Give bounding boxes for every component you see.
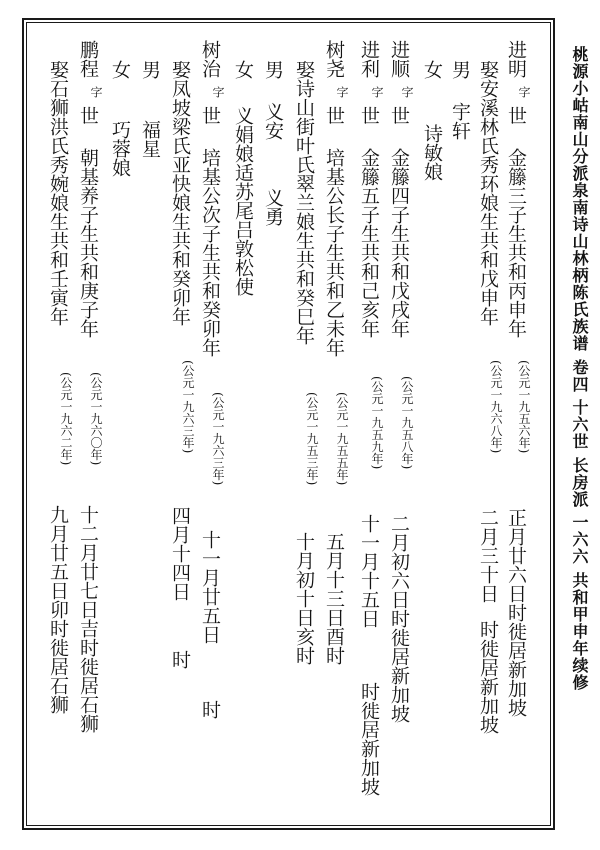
children-line [446,0,474,850]
residence-note: 时徙居新加坡 [477,620,499,734]
generation-char: 世 [388,106,410,125]
person-name: 进利 [358,40,380,78]
courtesy-marker: 字 [517,86,531,98]
gregorian-year: (公元一九五三年) [305,392,319,486]
gregorian-year: (公元一九五八年) [400,376,414,470]
gregorian-year: (公元一九五九年) [370,376,384,470]
spouse-record: 娶凤坡梁氏亚快娘生共和癸卯年 [169,60,191,326]
courtesy-marker: 字 [400,86,414,98]
birth-date: 二月三十日 [477,508,499,603]
branch-label: 长房派 [570,456,589,508]
birth-record: 金籐五子生共和己亥年 [358,148,380,338]
birth-date-residence: 十二月廿七日吉时徙居石狮 [77,505,99,733]
son-name: 宇轩 [449,102,471,140]
generation-char: 世 [358,106,380,125]
spouse-record: 娶石狮洪氏秀婉娘生共和壬寅年 [47,60,69,326]
birth-date: 五月十三日酉时 [323,532,345,665]
gregorian-year: (公元一九六三年) [181,360,195,454]
children-line [259,0,287,850]
courtesy-marker: 字 [89,86,103,98]
generation-char: 世 [505,106,527,125]
children-line [106,0,134,850]
birth-record: 金籐三子生共和丙申年 [505,148,527,338]
sons-label: 男 [449,60,471,79]
birth-date-residence: 二月初六日时徙居新加坡 [388,514,410,723]
edition-label: 共和甲申年续修 [570,571,589,691]
courtesy-marker: 字 [211,86,225,98]
birth-hour: 时 [169,650,191,669]
running-head [567,46,591,836]
birth-date: 十月初十日亥时 [293,532,315,665]
gregorian-year: (公元一九五五年) [335,392,349,486]
birth-record: 培基公次子生共和癸卯年 [199,148,221,357]
gregorian-year: (公元一九六三年) [211,392,225,486]
children-line [229,0,257,850]
daughters-label: 女 [421,60,443,79]
spouse-line [44,0,72,850]
person-name: 进顺 [388,40,410,78]
volume-label: 卷四 [570,358,589,393]
children-line [418,0,446,850]
children-line [136,0,164,850]
birth-record: 金籐四子生共和戊戌年 [388,148,410,338]
residence-note: 时徙居新加坡 [358,682,380,796]
page-number: 一六六 [570,514,589,566]
sons-label: 男 [139,60,161,79]
courtesy-marker: 字 [370,86,384,98]
spouse-record: 娶安溪林氏秀环娘生共和戊申年 [477,60,499,326]
gregorian-year: (公元一九五六年) [517,360,531,454]
daughters-label: 女 [232,60,254,79]
generation-label: 十六世 [570,399,589,451]
daughter-name: 巧蓉娘 [109,120,131,177]
birth-date-residence: 九月廿五日卯时徙居石狮 [47,505,69,714]
birth-hour: 时 [199,700,221,719]
courtesy-marker: 字 [335,86,349,98]
spouse-line [474,0,502,850]
daughters-label: 女 [109,60,131,79]
spouse-line [290,0,318,850]
birth-record: 朝基养子生共和庚子年 [77,148,99,338]
spouse-record: 娶诗山街叶氏翠兰娘生共和癸巳年 [293,60,315,345]
daughter-name: 诗敏娘 [421,124,443,181]
daughter-record: 义娟娘适苏尾吕敦松使 [232,106,254,296]
birth-date: 十一月十五日 [358,514,380,628]
generation-char: 世 [323,106,345,125]
birth-date: 十一月廿五日 [199,530,221,644]
son-name: 福星 [139,120,161,158]
birth-record: 培基公长子生共和乙未年 [323,148,345,357]
generation-char: 世 [77,106,99,125]
birth-date: 四月十四日 [169,506,191,601]
person-name: 进明 [505,40,527,78]
birth-date-residence: 正月廿六日时徙居新加坡 [505,508,527,717]
person-name: 树尧 [323,40,345,78]
gregorian-year: (公元一九六二年) [59,372,73,466]
spouse-line [166,0,194,850]
book-title: 桃源小岵南山分派泉南诗山林柄陈氏族谱 [570,46,589,352]
son-name: 义勇 [262,188,284,226]
person-name: 鹏程 [77,40,99,78]
gregorian-year: (公元一九六〇年) [89,372,103,466]
sons-label: 男 [262,60,284,79]
entry-line [355,0,383,850]
person-name: 树治 [199,40,221,78]
son-name: 义安 [262,102,284,140]
generation-char: 世 [199,106,221,125]
gregorian-year: (公元一九六八年) [489,360,503,454]
